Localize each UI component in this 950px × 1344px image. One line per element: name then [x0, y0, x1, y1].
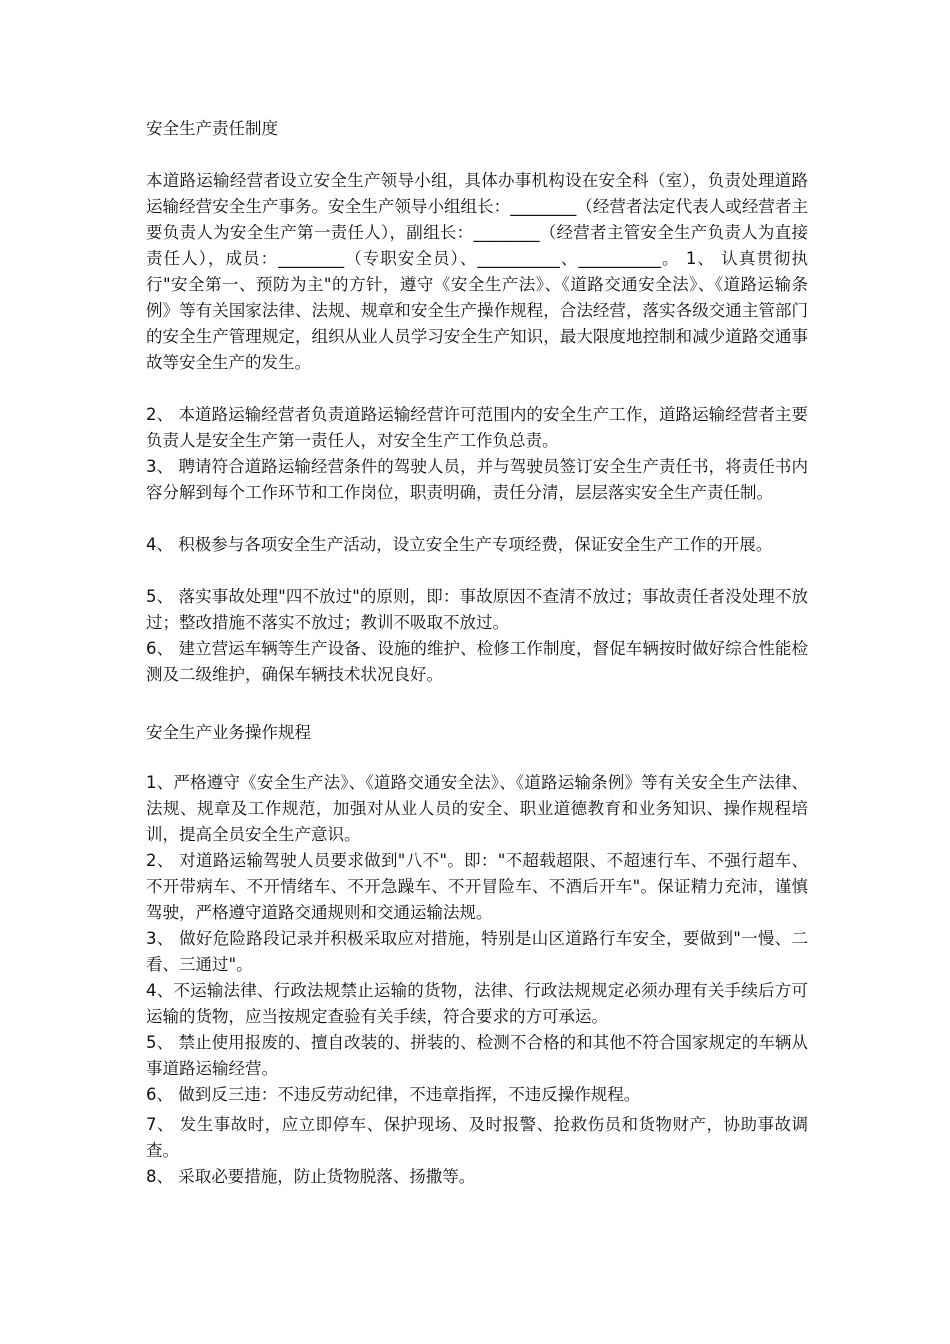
paragraph-intro: 本道路运输经营者设立安全生产领导小组，具体办事机构设在安全科（室），负责处理道路运输经营安全生产事务。安全生产领导小组组长：________（经营者法定代表人或经营者主要负责人为安全生产第一责任人），副组长：________（经营者主管安全生产负责人为直接责任人），成员：________（专职安全员）、__________、__________。 1、 认真贯彻执行"安全第一、预防为主"的方针，遵守《安全生产法》、《道路交通安全法》、《道路运输条例》等有关国家法律、法规、规章和安全生产操作规程，合法经营，落实各级交通主管部门的安全生产管理规定，组织从业人员学习安全生产知识，最大限度地控制和减少道路交通事故等安全生产的发生。 [146, 171, 808, 372]
paragraph-rule-2: 2、 对道路运输驾驶人员要求做到"八不"。即："不超载超限、不超速行车、不强行超车、不开带病车、不开情绪车、不开急躁车、不开冒险车、不酒后开车"。保证精力充沛，谨慎驾驶，严格遵守道路交通规则和交通运输法规。 [146, 851, 808, 922]
paragraph-rule-8: 8、 采取必要措施，防止货物脱落、扬撒等。 [146, 1167, 476, 1186]
paragraph-item-6: 6、 建立营运车辆等生产设备、设施的维护、检修工作制度，督促车辆按时做好综合性能检测及二级维护，确保车辆技术状况良好。 [146, 639, 808, 684]
paragraph-item-4: 4、 积极参与各项安全生产活动，设立安全生产专项经费，保证安全生产工作的开展。 [146, 535, 773, 554]
section-title-operation: 安全生产业务操作规程 [146, 723, 311, 742]
paragraph-item-3: 3、 聘请符合道路运输经营条件的驾驶人员，并与驾驶员签订安全生产责任书，将责任书内容分解到每个工作环节和工作岗位，职责明确，责任分清，层层落实安全生产责任制。 [146, 457, 808, 502]
paragraph-rule-7: 7、 发生事故时，应立即停车、保护现场、及时报警、抢救伤员和货物财产，协助事故调查。 [146, 1115, 808, 1160]
paragraph-item-5: 5、 落实事故处理"四不放过"的原则，即：事故原因不查清不放过；事故责任者没处理不放过；整改措施不落实不放过；教训不吸取不放过。 [146, 587, 808, 632]
paragraph-item-2: 2、 本道路运输经营者负责道路运输经营许可范围内的安全生产工作，道路运输经营者主要负责人是安全生产第一责任人，对安全生产工作负总责。 [146, 405, 808, 450]
paragraph-rule-4: 4、不运输法律、行政法规禁止运输的货物，法律、行政法规规定必须办理有关手续后方可运输的货物，应当按规定查验有关手续，符合要求的方可承运。 [146, 981, 808, 1026]
paragraph-rule-5: 5、 禁止使用报废的、擅自改装的、拼装的、检测不合格的和其他不符合国家规定的车辆从事道路运输经营。 [146, 1033, 808, 1078]
paragraph-rule-6: 6、 做到反三违：不违反劳动纪律，不违章指挥，不违反操作规程。 [146, 1085, 641, 1104]
section-title-responsibility: 安全生产责任制度 [146, 119, 278, 138]
paragraph-rule-3: 3、 做好危险路段记录并积极采取应对措施，特别是山区道路行车安全，要做到"一慢、二看、三通过"。 [146, 929, 808, 974]
paragraph-rule-1: 1、严格遵守《安全生产法》、《道路交通安全法》、《道路运输条例》等有关安全生产法律、法规、规章及工作规范，加强对从业人员的安全、职业道德教育和业务知识、操作规程培训，提高全员安全生产意识。 [146, 773, 808, 844]
